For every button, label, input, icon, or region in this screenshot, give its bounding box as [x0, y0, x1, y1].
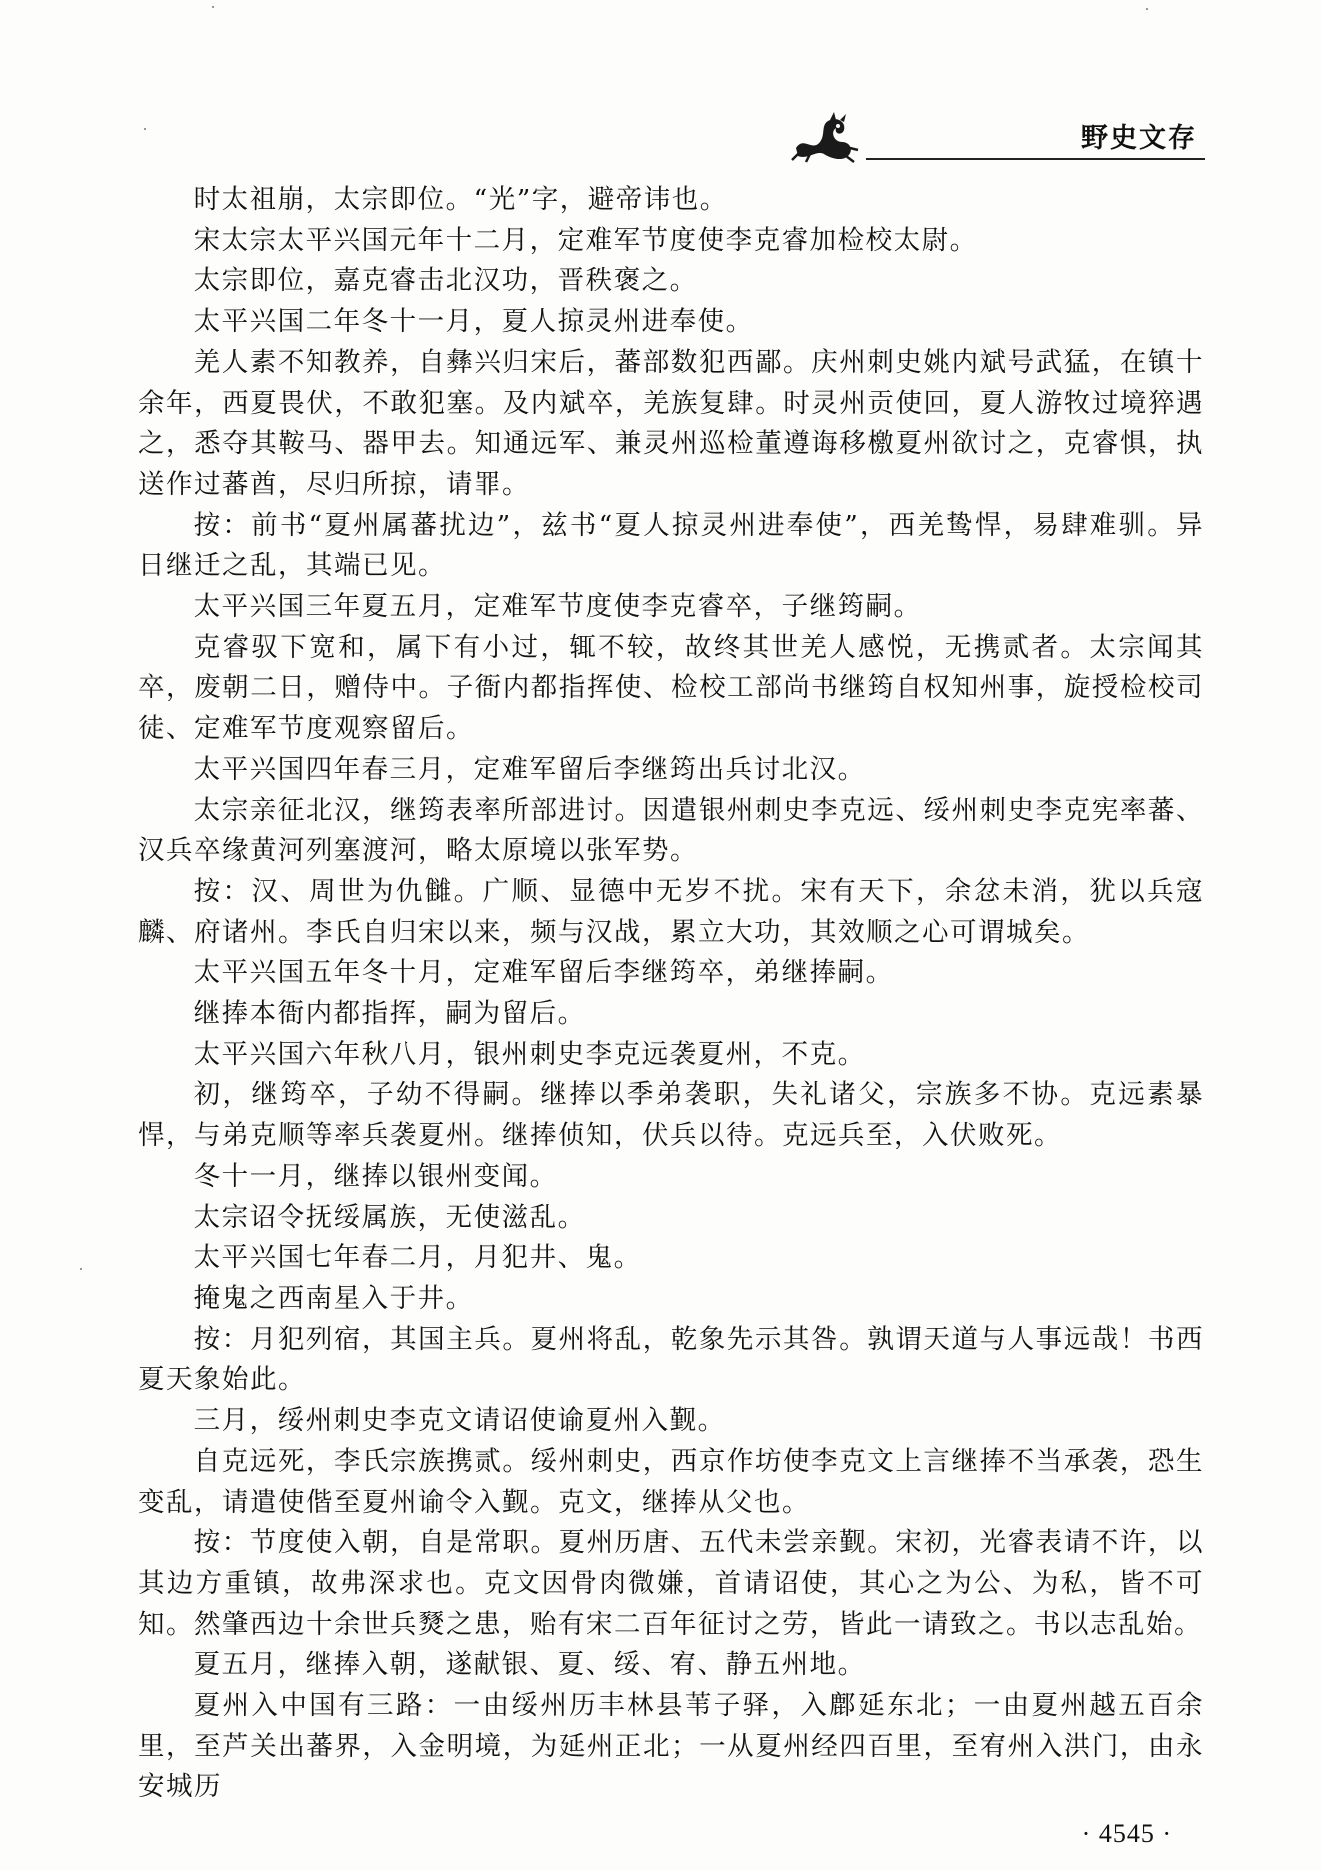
paragraph: 三月，绥州刺史李克文请诏使谕夏州入觐。: [193, 1405, 726, 1437]
body-text: [138, 180, 1204, 1808]
paragraph: 太平兴国二年冬十一月，夏人掠灵州进奉使。: [193, 306, 754, 338]
header-rule: [866, 158, 1205, 160]
scan-speck: [144, 128, 146, 130]
paragraph: 太平兴国六年秋八月，银州刺史李克远袭夏州，不克。: [193, 1038, 866, 1070]
dragon-emblem-icon: [790, 108, 860, 164]
paragraph: 太宗诏令抚绥属族，无使滋乱。: [193, 1201, 586, 1233]
scan-speck: [212, 6, 214, 8]
paragraph: 继捧本衙内都指挥，嗣为留后。: [193, 998, 586, 1030]
paragraph: 太平兴国三年夏五月，定难军节度使李克睿卒，子继筠嗣。: [193, 591, 922, 623]
series-title: 野史文存: [1081, 123, 1197, 154]
paragraph: 太平兴国五年冬十月，定难军留后李继筠卒，弟继捧嗣。: [193, 957, 894, 989]
paragraph: 自克远死，李氏宗族携贰。绥州刺史，西京作坊使李克文上言继捧不当承袭，恐生变乱，请遣使偕至夏州谕令入觐。克文，继捧从父也。: [138, 1445, 1204, 1518]
paragraph: 夏州入中国有三路：一由绥州历丰林县苇子驿，入鄜延东北；一由夏州越五百余里，至芦关出蕃界，入金明境，为延州正北；一从夏州经四百里，至宥州入洪门，由永安城历: [138, 1690, 1204, 1803]
paragraph: 宋太宗太平兴国元年十二月，定难军节度使李克睿加检校太尉。: [193, 224, 978, 256]
scan-speck: [1146, 8, 1148, 10]
paragraph: 掩鬼之西南星入于井。: [193, 1282, 474, 1314]
running-header: [780, 98, 1205, 168]
paragraph: 按：汉、周世为仇雠。广顺、显德中无岁不扰。宋有天下，余忿未消，犹以兵寇麟、府诸州。李氏自归宋以来，频与汉战，累立大功，其效顺之心可谓城矣。: [138, 875, 1204, 948]
paragraph: 夏五月，继捧入朝，遂献银、夏、绥、宥、静五州地。: [193, 1649, 866, 1681]
paragraph: 克睿驭下宽和，属下有小过，辄不较，故终其世羌人感悦，无携贰者。太宗闻其卒，废朝二日，赠侍中。子衙内都指挥使、检校工部尚书继筠自权知州事，旋授检校司徒、定难军节度观察留后。: [138, 631, 1204, 745]
paragraph: 初，继筠卒，子幼不得嗣。继捧以季弟袭职，失礼诸父，宗族多不协。克远素暴悍，与弟克顺等率兵袭夏州。继捧侦知，伏兵以待。克远兵至，入伏败死。: [138, 1079, 1204, 1152]
paragraph: 按：前书“夏州属蕃扰边”，兹书“夏人掠灵州进奉使”，西羌鸷悍，易肆难驯。异日继迁之乱，其端已见。: [138, 509, 1204, 582]
paragraph: 按：月犯列宿，其国主兵。夏州将乱，乾象先示其咎。孰谓天道与人事远哉！书西夏天象始此。: [138, 1323, 1204, 1396]
page-number: · 4545 ·: [1081, 1819, 1172, 1848]
scan-speck: [80, 1268, 82, 1270]
paragraph: 按：节度使入朝，自是常职。夏州历唐、五代未尝亲觐。宋初，光睿表请不许，以其边方重镇，故弗深求也。克文因骨肉微嫌，首请诏使，其心之为公、为私，皆不可知。然肇西边十余世兵燹之患，贻有宋二百年征讨之劳，皆此一请致之。书以志乱始。: [138, 1527, 1204, 1640]
paragraph: 时太祖崩，太宗即位。“光”字，避帝讳也。: [193, 184, 728, 215]
paragraph: 太宗亲征北汉，继筠表率所部进讨。因遣银州刺史李克远、绥州刺史李克宪率蕃、汉兵卒缘黄河列塞渡河，略太原境以张军势。: [138, 794, 1204, 867]
paragraph: 冬十一月，继捧以银州变闻。: [193, 1160, 558, 1192]
paragraph: 太宗即位，嘉克睿击北汉功，晋秩褒之。: [193, 265, 698, 297]
paragraph: 太平兴国四年春三月，定难军留后李继筠出兵讨北汉。: [193, 753, 866, 785]
paragraph: 太平兴国七年春二月，月犯井、鬼。: [193, 1242, 642, 1274]
paragraph: 羌人素不知教养，自彝兴归宋后，蕃部数犯西鄙。庆州刺史姚内斌号武猛，在镇十余年，西夏畏伏，不敢犯塞。及内斌卒，羌族复肆。时灵州贡使回，夏人游牧过境猝遇之，悉夺其鞍马、器甲去。知通远军、兼灵州巡检董遵诲移檄夏州欲讨之，克睿惧，执送作过蕃酋，尽归所掠，请罪。: [138, 346, 1204, 500]
